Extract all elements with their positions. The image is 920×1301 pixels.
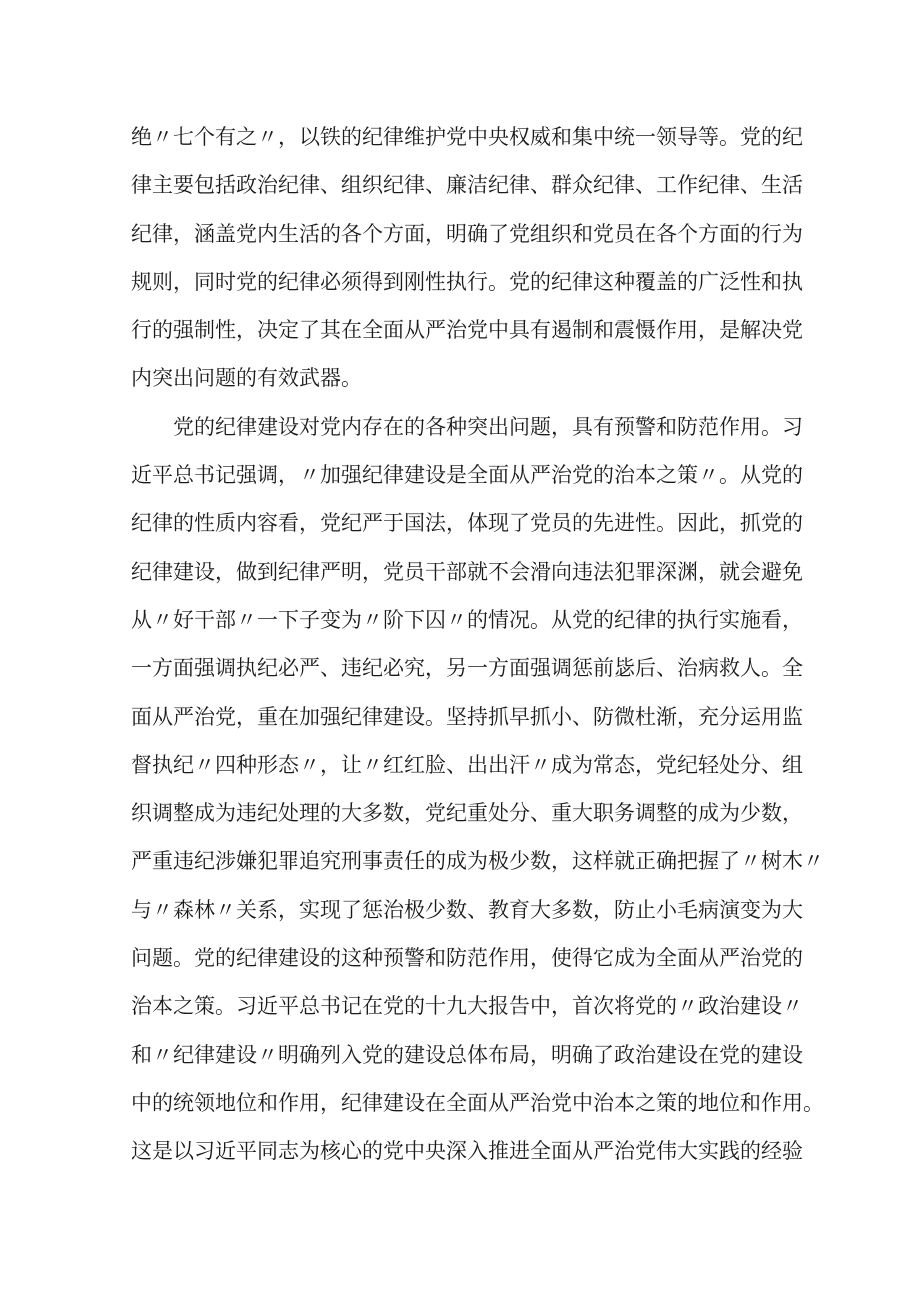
text-line: 近平总书记强调，〃加强纪律建设是全面从严治党的治本之策〃。从党的 xyxy=(131,463,803,488)
text-line: 绝〃七个有之〃，以铁的纪律维护党中央权威和集中统一领导等。党的纪 xyxy=(131,125,803,149)
text-line: 织调整成为违纪处理的大多数，党纪重处分、重大职务调整的成为少数， xyxy=(131,801,803,826)
text-line: 和〃纪律建设〃明确列入党的建设总体布局，明确了政治建设在党的建设 xyxy=(131,1042,803,1067)
text-line: 律主要包括政治纪律、组织纪律、廉洁纪律、群众纪律、工作纪律、生活 xyxy=(131,173,803,198)
text-line: 问题。党的纪律建设的这种预警和防范作用，使得它成为全面从严治党的 xyxy=(131,946,803,971)
text-line: 这是以习近平同志为核心的党中央深入推进全面从严治党伟大实践的经验 xyxy=(131,1139,803,1164)
text-line: 督执纪〃四种形态〃，让〃红红脸、出出汗〃成为常态，党纪轻处分、组 xyxy=(131,752,803,777)
text-line: 中的统领地位和作用，纪律建设在全面从严治党中治本之策的地位和作用。 xyxy=(131,1090,824,1115)
text-line: 纪律建设，做到纪律严明，党员干部就不会滑向违法犯罪深渊，就会避免 xyxy=(131,559,803,584)
text-line: 一方面强调执纪必严、违纪必究，另一方面强调惩前毖后、治病救人。全 xyxy=(131,656,803,681)
text-line: 纪律，涵盖党内生活的各个方面，明确了党组织和党员在各个方面的行为 xyxy=(131,221,803,246)
text-line: 内突出问题的有效武器。 xyxy=(131,366,362,391)
text-line: 规则，同时党的纪律必须得到刚性执行。党的纪律这种覆盖的广泛性和执 xyxy=(131,269,803,294)
text-line: 与〃森林〃关系，实现了惩治极少数、教育大多数，防止小毛病演变为大 xyxy=(131,897,803,922)
text-line: 行的强制性，决定了其在全面从严治党中具有遏制和震慑作用，是解决党 xyxy=(131,318,803,343)
text-line: 严重违纪涉嫌犯罪追究刑事责任的成为极少数，这样就正确把握了〃树木〃 xyxy=(131,849,824,874)
text-line: 从〃好干部〃一下子变为〃阶下囚〃的情况。从党的纪律的执行实施看， xyxy=(131,607,803,632)
text-line: 治本之策。习近平总书记在党的十九大报告中，首次将党的〃政治建设〃 xyxy=(131,994,803,1019)
text-line: 纪律的性质内容看，党纪严于国法，体现了党员的先进性。因此，抓党的 xyxy=(131,511,803,536)
body-text xyxy=(131,113,824,1176)
text-line: 面从严治党，重在加强纪律建设。坚持抓早抓小、防微杜渐，充分运用监 xyxy=(131,704,803,729)
paragraph-first-line: 党的纪律建设对党内存在的各种突出问题，具有预警和防范作用。习 xyxy=(173,414,803,439)
